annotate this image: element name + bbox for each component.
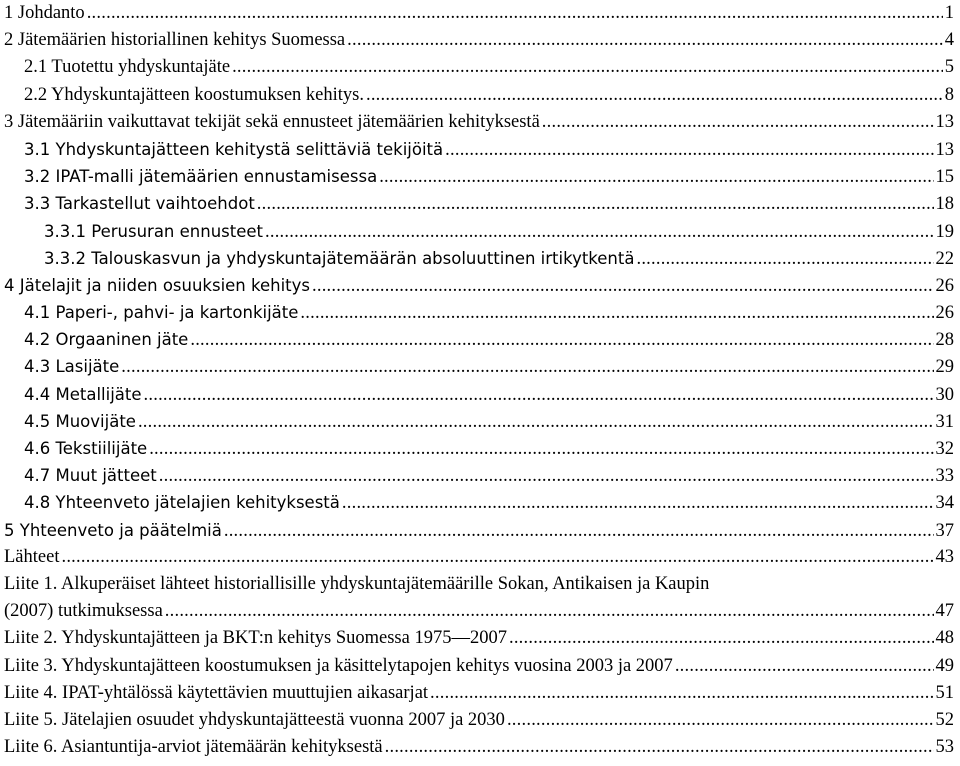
toc-entry-title[interactable]: Liite 4. IPAT-yhtälössä käytettävien muuttujien aikasarjat <box>4 682 429 703</box>
toc-entry-liite-1[interactable] <box>4 571 954 625</box>
toc-entry-muut-jatteet[interactable] <box>4 462 954 489</box>
toc-entry-page: 5 <box>944 57 954 78</box>
toc-entry-title[interactable]: 4 Jätelajit ja niiden osuuksien kehitys <box>4 275 310 295</box>
toc-entry-page: 4 <box>944 30 954 51</box>
dot-leader <box>232 54 943 81</box>
dot-leader <box>385 734 934 761</box>
toc-entry-page: 1 <box>944 3 954 23</box>
dot-leader <box>342 490 934 516</box>
toc-entry-page: 13 <box>935 111 954 132</box>
toc-entry-page: 48 <box>935 628 954 649</box>
toc-entry-page: 52 <box>935 709 954 730</box>
dot-leader <box>509 625 934 652</box>
toc-entry-liite-2[interactable] <box>4 625 954 652</box>
toc-entry-muovijate[interactable] <box>4 408 954 435</box>
dot-leader <box>379 164 933 190</box>
toc-entry-title[interactable]: 2.2 Yhdyskuntajätteen koostumuksen kehitys. <box>24 84 364 105</box>
toc-entry-page: 49 <box>935 655 954 676</box>
dot-leader <box>149 436 933 462</box>
toc-entry-jatelajit[interactable] <box>4 272 954 299</box>
toc-entry-page: 37 <box>935 520 954 541</box>
toc-entry-page: 26 <box>935 275 954 296</box>
toc-entry-title[interactable]: 1 Johdanto <box>4 3 85 23</box>
toc-entry-yhteenveto-paatelmia[interactable] <box>4 517 954 544</box>
toc-entry-title[interactable]: Liite 5. Jätelajien osuudet yhdyskuntajätteestä vuonna 2007 ja 2030 <box>4 709 505 730</box>
toc-entry-johdanto[interactable] <box>4 0 954 27</box>
toc-entry-title[interactable]: 3 Jätemääriin vaikuttavat tekijät sekä ennusteet jätemäärien kehityksestä <box>4 111 540 132</box>
dot-leader <box>675 653 934 680</box>
toc-entry-ipat-malli[interactable] <box>4 163 954 190</box>
toc-entry-page: 18 <box>935 194 954 215</box>
toc-entry-absoluuttinen-irtikytkenta[interactable] <box>4 245 954 272</box>
toc-entry-page: 53 <box>935 737 954 758</box>
toc-entry-title[interactable]: 3.3 Tarkastellut vaihtoehdot <box>24 194 255 214</box>
toc-entry-title[interactable]: 4.1 Paperi-, pahvi- ja kartonkijäte <box>24 303 299 323</box>
dot-leader <box>430 680 933 707</box>
toc-entry-title[interactable]: 4.3 Lasijäte <box>24 357 120 377</box>
toc-entry-liite-4[interactable] <box>4 680 954 707</box>
toc-entry-title[interactable]: 4.2 Orgaaninen jäte <box>24 330 189 350</box>
toc-entry-page: 19 <box>935 221 954 242</box>
dot-leader <box>347 27 943 54</box>
toc-entry-title[interactable]: Lähteet <box>4 546 60 567</box>
toc-entry-liite-5[interactable] <box>4 707 954 734</box>
toc-entry-tuotettu-yhdyskuntajate[interactable] <box>4 54 954 81</box>
dot-leader <box>265 219 934 245</box>
dot-leader <box>636 246 933 272</box>
toc-entry-page: 32 <box>935 439 954 459</box>
toc-entry-metallijate[interactable] <box>4 381 954 408</box>
toc-entry-title[interactable]: 2 Jätemäärien historiallinen kehitys Suomessa <box>4 30 346 51</box>
dot-leader <box>190 327 933 353</box>
toc-entry-title[interactable]: 3.3.2 Talouskasvun ja yhdyskuntajätemäärän absoluuttinen irtikytkentä <box>44 248 635 268</box>
dot-leader <box>507 707 934 734</box>
toc-entry-page: 47 <box>935 601 954 622</box>
toc-entry-title[interactable]: 3.2 IPAT-malli jätemäärien ennustamisessa <box>24 167 378 187</box>
toc-entry-title-line2[interactable]: (2007) tutkimuksessa <box>4 601 163 622</box>
toc-entry-liite-6[interactable] <box>4 734 954 761</box>
toc-entry-title[interactable]: Liite 2. Yhdyskuntajätteen ja BKT:n kehitys Suomessa 1975—2007 <box>4 628 507 649</box>
toc-entry-title[interactable]: 4.5 Muovijäte <box>24 411 136 431</box>
dot-leader <box>138 409 934 435</box>
toc-entry-perusuran-ennusteet[interactable] <box>4 218 954 245</box>
toc-entry-page: 51 <box>935 682 954 703</box>
dot-leader <box>445 137 933 163</box>
toc-entry-selittavia-tekijoita[interactable] <box>4 136 954 163</box>
toc-entry-tarkastellut-vaihtoehdot[interactable] <box>4 190 954 217</box>
toc-entry-page: 34 <box>935 493 954 514</box>
toc-entry-page: 43 <box>935 546 954 567</box>
toc-entry-page: 13 <box>935 139 954 160</box>
dot-leader <box>542 109 934 136</box>
toc-entry-vaikuttavat-tekijat[interactable] <box>4 109 954 136</box>
dot-leader <box>312 273 934 299</box>
toc-entry-page: 29 <box>935 357 954 378</box>
dot-leader <box>257 191 934 217</box>
toc-entry-title[interactable]: 4.8 Yhteenveto jätelajien kehityksestä <box>24 493 340 513</box>
dot-leader <box>144 382 934 408</box>
toc-entry-title[interactable]: 3.1 Yhdyskuntajätteen kehitystä selittäviä tekijöitä <box>24 139 444 159</box>
dot-leader <box>87 0 943 27</box>
toc-entry-page: 15 <box>935 167 954 188</box>
toc-entry-page: 33 <box>935 466 954 487</box>
toc-entry-title[interactable]: 4.4 Metallijäte <box>24 384 142 404</box>
toc-entry-title[interactable]: 3.3.1 Perusuran ennusteet <box>44 221 263 241</box>
toc-entry-liite-1-continuation <box>4 598 954 625</box>
toc-entry-liite-3[interactable] <box>4 653 954 680</box>
dot-leader <box>121 354 933 380</box>
toc-entry-title-line1[interactable]: Liite 1. Alkuperäiset lähteet historiallisille yhdyskuntajätemäärille Sokan, Antikaisen ja Kaupin <box>4 573 710 594</box>
dot-leader <box>224 518 934 544</box>
toc-entry-page: 22 <box>935 248 954 269</box>
toc-entry-orgaaninen-jate[interactable] <box>4 326 954 353</box>
toc-entry-title[interactable]: Liite 6. Asiantuntija-arviot jätemäärän kehityksestä <box>4 737 383 758</box>
dot-leader <box>165 598 934 625</box>
toc-entry-lasijate[interactable] <box>4 353 954 380</box>
dot-leader <box>366 82 943 109</box>
toc-entry-historiallinen-kehitys[interactable] <box>4 27 954 54</box>
toc-entry-title[interactable]: 2.1 Tuotettu yhdyskuntajäte <box>24 57 231 78</box>
toc-entry-tekstiilijate[interactable] <box>4 435 954 462</box>
toc-entry-title[interactable]: Liite 3. Yhdyskuntajätteen koostumuksen ja käsittelytapojen kehitys vuosina 2003 ja 2007 <box>4 655 673 676</box>
toc-entry-page: 30 <box>935 384 954 405</box>
toc-entry-title[interactable]: 4.6 Tekstiilijäte <box>24 439 148 458</box>
toc-entry-page: 26 <box>935 303 954 324</box>
dot-leader <box>300 300 933 326</box>
table-of-contents <box>4 0 954 761</box>
dot-leader <box>159 463 934 489</box>
toc-entry-title[interactable]: 5 Yhteenveto ja päätelmiä <box>4 520 222 540</box>
dot-leader <box>61 544 933 571</box>
toc-entry-page: 31 <box>935 411 954 432</box>
toc-entry-page: 8 <box>944 84 954 105</box>
toc-entry-title[interactable]: 4.7 Muut jätteet <box>24 466 157 486</box>
toc-entry-jatelajien-yhteenveto[interactable] <box>4 489 954 516</box>
toc-entry-paperi-pahvi[interactable] <box>4 299 954 326</box>
toc-entry-koostumuksen-kehitys[interactable] <box>4 82 954 109</box>
toc-entry-page: 28 <box>935 330 954 351</box>
toc-entry-lahteet[interactable] <box>4 544 954 571</box>
